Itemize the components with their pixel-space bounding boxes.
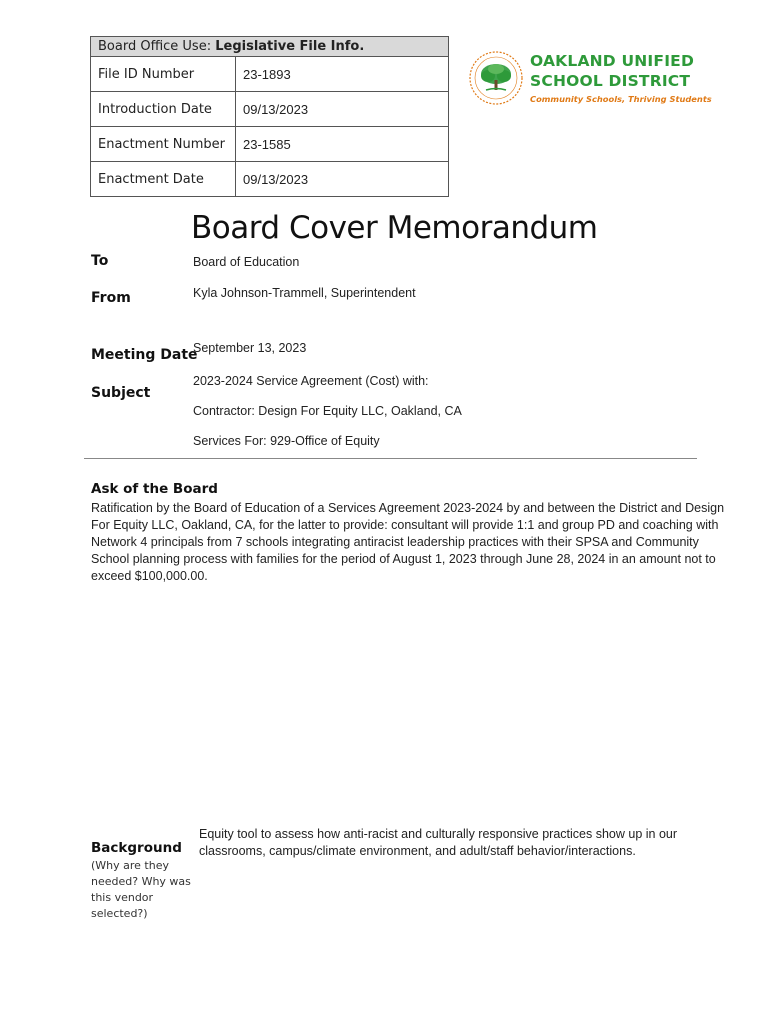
introduction-date-value: 09/13/2023: [236, 92, 449, 127]
meeting-date-value: September 13, 2023: [193, 341, 307, 355]
enactment-date-value: 09/13/2023: [236, 162, 449, 197]
to-value: Board of Education: [193, 255, 300, 269]
subject-line-3: Services For: 929-Office of Equity: [193, 434, 380, 448]
subject-line-2: Contractor: Design For Equity LLC, Oakland, CA: [193, 404, 462, 418]
to-label: To: [91, 253, 109, 269]
file-id-value: 23-1893: [236, 57, 449, 92]
from-value: Kyla Johnson-Trammell, Superintendent: [193, 286, 416, 300]
oak-tree-seal-icon: [468, 50, 524, 106]
logo-tagline: Community Schools, Thriving Students: [530, 94, 712, 104]
subject-line-1: 2023-2024 Service Agreement (Cost) with:: [193, 374, 429, 388]
from-label: From: [91, 290, 131, 306]
enactment-date-row: [91, 162, 449, 197]
ask-heading: Ask of the Board: [91, 481, 218, 497]
background-heading: Background: [91, 840, 182, 856]
background-text: Equity tool to assess how anti-racist and culturally responsive practices show up in our classrooms, campus/climate environment, and adult/staff behavior/interactions.: [199, 827, 678, 858]
meeting-date-label: Meeting Date: [91, 347, 198, 363]
enactment-number-row: [91, 127, 449, 162]
file-id-label: File ID Number: [91, 57, 236, 92]
file-info-header-bold: Legislative File Info.: [215, 39, 365, 54]
background-subheading: (Why are they needed? Why was this vendor selected?): [91, 859, 191, 920]
file-info-header-row: [91, 37, 449, 57]
section-divider: [84, 458, 697, 459]
introduction-date-label: Introduction Date: [91, 92, 236, 127]
enactment-number-label: Enactment Number: [91, 127, 236, 162]
introduction-date-row: [91, 92, 449, 127]
logo-line-1: OAKLAND UNIFIED: [530, 52, 695, 70]
enactment-number-value: 23-1585: [236, 127, 449, 162]
file-info-header: [91, 37, 449, 57]
district-logo: [468, 48, 712, 110]
file-id-row: [91, 57, 449, 92]
file-info-header-prefix: Board Office Use:: [98, 39, 216, 54]
page-title: Board Cover Memorandum: [191, 210, 598, 246]
ask-text: Ratification by the Board of Education of a Services Agreement 2023-2024 by and between the District and Design For Equity LLC, Oakland, CA, for the latter to provide: consultant will provide 1:1 and group PD and coaching with Network 4 principals from 7 schools integrating antiracist leadership practices with their SPSA and Community School planning process with families for the period of August 1, 2023 through June 28, 2024 in an amount not to exceed $100,000.00.: [91, 501, 725, 583]
logo-line-2: SCHOOL DISTRICT: [530, 72, 691, 90]
legislative-file-info-table: [90, 36, 449, 197]
enactment-date-label: Enactment Date: [91, 162, 236, 197]
subject-label: Subject: [91, 385, 151, 401]
